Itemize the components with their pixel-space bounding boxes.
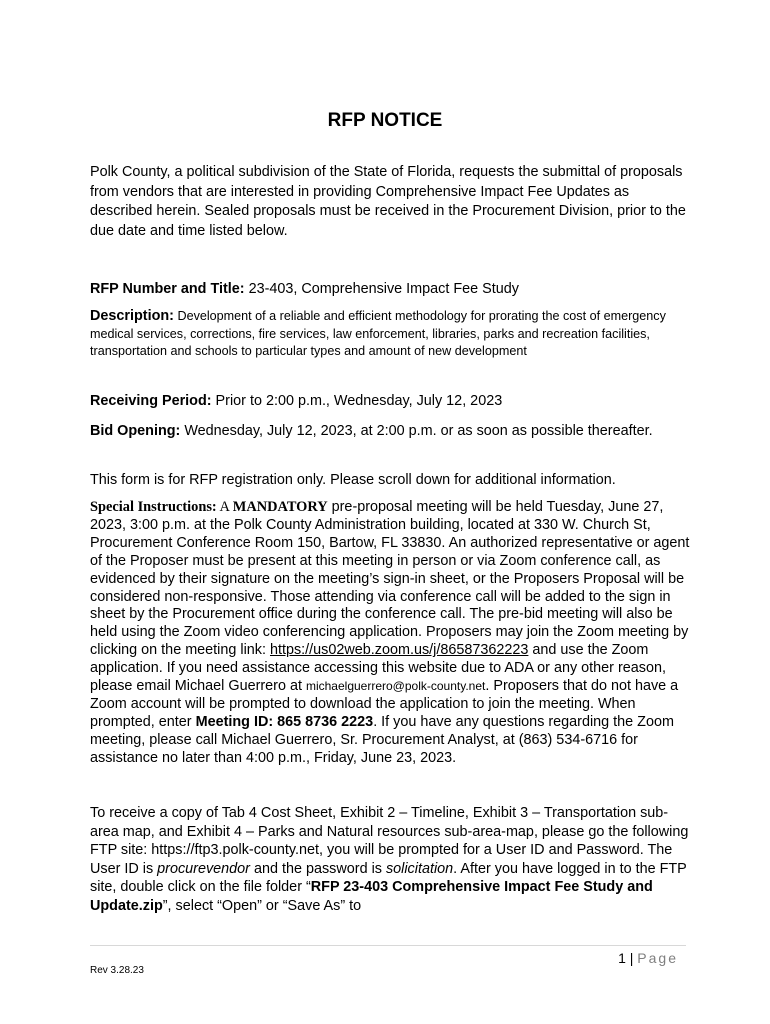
form-note: This form is for RFP registration only. Please scroll down for additional information.: [90, 472, 616, 488]
special-instructions-label: Special Instructions:: [90, 499, 217, 515]
zoom-meeting-link[interactable]: https://us02web.zoom.us/j/86587362223: [269, 642, 529, 659]
bid-opening-label: Bid Opening:: [90, 423, 181, 439]
footer-divider: [90, 945, 686, 946]
special-a: A: [216, 499, 233, 515]
page-number: 1: [618, 950, 626, 966]
rfp-number-value: 23-403, Comprehensive Impact Fee Study: [244, 281, 519, 297]
intro-paragraph: Polk County, a political subdivision of the State of Florida, requests the submittal of proposals from vendors that are interested in providing Comprehensive Impact Fee Updates as described herein. Sealed proposals must be received in the Procurement Division, prior to the due date and time listed below.: [90, 164, 686, 239]
ftp-folder-name: RFP 23-403 Comprehensive Impact Fee Study and Update.zip: [90, 879, 653, 914]
contact-email[interactable]: michaelguerrero@polk-county.net: [305, 679, 486, 694]
description-label: Description:: [90, 308, 174, 324]
ftp-instructions: [90, 804, 692, 916]
meeting-id: Meeting ID: 865 8736 2223: [195, 713, 374, 730]
bid-opening-line: [90, 422, 692, 442]
ftp-text-2: and the password is: [249, 860, 386, 877]
special-text-1: pre-proposal meeting will be held Tuesday, June 27, 2023, 3:00 p.m. at the Polk County Administration building, located at 330 W. Church St, Procurement Conference Room 150, Bartow, FL 33830. An authorized representative or agent of the Proposer must be present at this meeting in person or via Zoom conference call, as evidenced by their signature on the meeting’s sign-in sheet, or the Proposers Proposal will be considered non-responsive. Those attending via conference call will be added to the sign in sheet by the Procurement office during the conference call. The pre-bid meeting will also be held using the Zoom video conferencing application. Proposers may join the Zoom meeting by clicking on the meeting link:: [90, 499, 690, 659]
page-label: Page: [637, 950, 678, 966]
revision-label: Rev 3.28.23: [90, 965, 144, 976]
ftp-text-4: ”, select “Open” or “Save As” to: [162, 897, 362, 914]
ftp-text-1: To receive a copy of Tab 4 Cost Sheet, Exhibit 2 – Timeline, Exhibit 3 – Transportation sub-area map, and Exhibit 4 – Parks and Natural resources sub-area-map, please go the following FTP site: https://ftp3.polk-county.net, you will be prompted for a User ID and Password. The User ID is: [90, 805, 689, 877]
ftp-user-id: procurevendor: [157, 860, 250, 877]
description-value: Development of a reliable and efficient methodology for prorating the cost of emergency medical services, corrections, fire services, law enforcement, libraries, parks and recreation facilities, transportation and schools to particular types and amount of new development: [90, 309, 666, 358]
receiving-period-line: [90, 392, 692, 412]
page-number-footer: [618, 950, 678, 966]
special-text-4: . If you have any questions regarding the Zoom meeting, please call Michael Guerrero, Sr. Procurement Analyst, at (863) 534-6716 for assistance no later than 4:00 p.m., Friday, June 23, 2023.: [90, 713, 674, 766]
description-line: [90, 308, 692, 361]
special-text-2: and use the Zoom application. If you need assistance accessing this website due to ADA or any other reason, please email Michael Guerrero at: [90, 642, 666, 695]
receiving-period-value: Prior to 2:00 p.m., Wednesday, July 12, 2023: [211, 393, 503, 409]
receiving-period-label: Receiving Period:: [90, 393, 212, 409]
page-title: RFP NOTICE: [327, 110, 443, 131]
special-instructions: [90, 499, 692, 768]
ftp-password: solicitation: [385, 860, 454, 877]
mandatory-text: MANDATORY: [232, 499, 328, 515]
rfp-number-label: RFP Number and Title:: [90, 281, 245, 297]
rfp-number-line: [90, 280, 692, 300]
special-text-3: . Proposers that do not have a Zoom account will be prompted to download the application to join the meeting. When prompted, enter: [90, 678, 679, 730]
ftp-text-3: . After you have logged in to the FTP site, double click on the file folder “: [90, 860, 687, 896]
bid-opening-value: Wednesday, July 12, 2023, at 2:00 p.m. or as soon as possible thereafter.: [180, 423, 653, 439]
page-separator: |: [625, 950, 638, 966]
